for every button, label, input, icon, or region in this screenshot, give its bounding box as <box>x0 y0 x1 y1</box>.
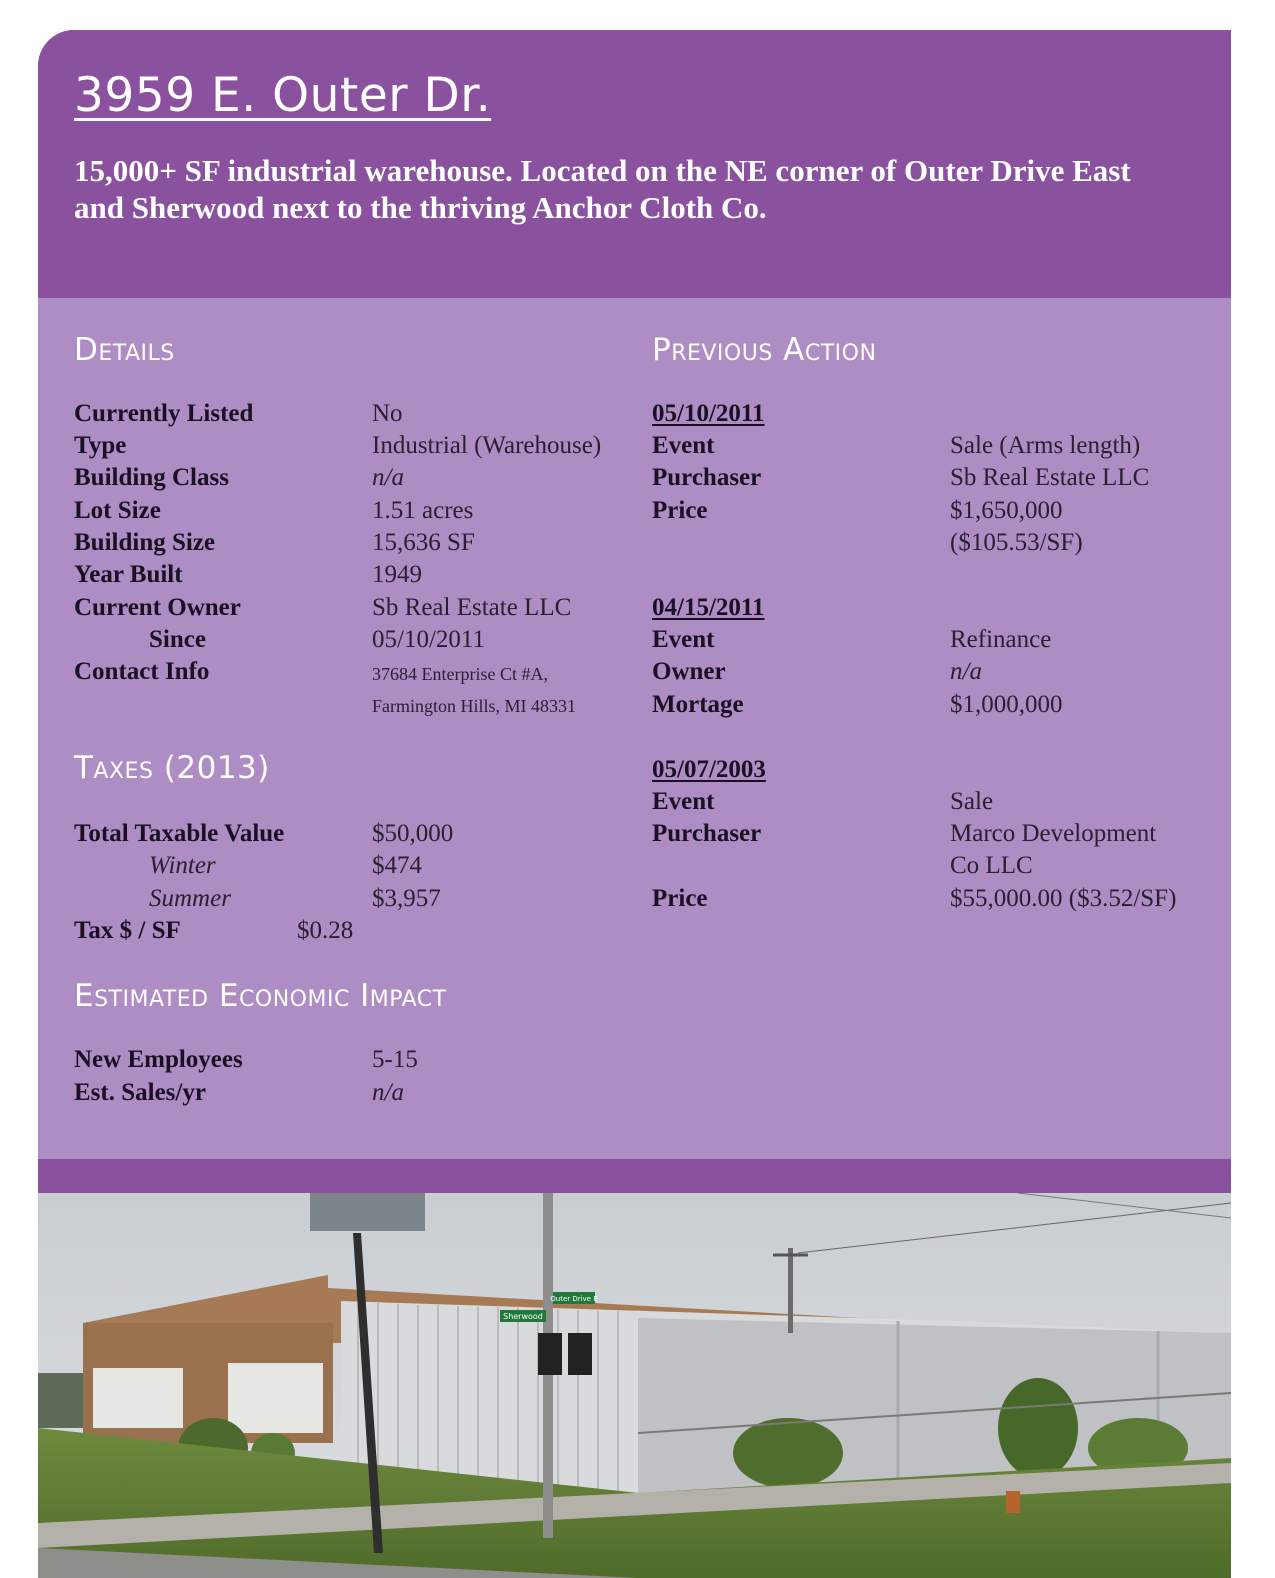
total-taxable-label: Total Taxable Value <box>74 820 285 847</box>
details-value: Industrial (Warehouse) <box>372 432 602 459</box>
details-value: 1949 <box>372 561 422 588</box>
details-label: Year Built <box>74 561 183 588</box>
action-date: 04/15/2011 <box>652 594 765 621</box>
est-sales-value: n/a <box>372 1079 404 1106</box>
property-description: 15,000+ SF industrial warehouse. Located on the NE corner of Outer Drive East and Sherwood next to the thriving Anchor Cloth Co. <box>74 153 1131 225</box>
details-label: Lot Size <box>74 497 161 524</box>
details-label: Contact Info <box>74 658 210 685</box>
est-sales-label: Est. Sales/yr <box>74 1079 206 1106</box>
details-label: Building Size <box>74 529 216 556</box>
summer-label: Summer <box>149 885 231 912</box>
info-panel <box>38 298 1231 1159</box>
action-value: Sale <box>950 788 994 815</box>
winter-label: Winter <box>149 852 216 879</box>
details-value: n/a <box>372 464 404 491</box>
action-value: Sale (Arms length) <box>950 432 1141 459</box>
divider-band <box>38 1159 1231 1193</box>
new-employees-label: New Employees <box>74 1046 243 1073</box>
action-value: Co LLC <box>950 852 1033 879</box>
tax-per-sf-label: Tax $ / SF <box>74 917 181 944</box>
details-label: Building Class <box>74 464 229 491</box>
action-label: Event <box>652 432 715 459</box>
action-value: Sb Real Estate LLC <box>950 464 1150 491</box>
winter-value: $474 <box>372 852 422 879</box>
contact-address-line2: Farmington Hills, MI 48331 <box>372 696 577 716</box>
new-employees-value: 5-15 <box>372 1046 418 1073</box>
action-date: 05/07/2003 <box>652 756 766 783</box>
action-label: Price <box>652 885 708 912</box>
action-value: ($105.53/SF) <box>950 529 1083 556</box>
details-heading: Details <box>74 332 175 368</box>
summer-value: $3,957 <box>372 885 441 912</box>
taxes-heading: Taxes (2013) <box>74 750 270 786</box>
action-value: $1,000,000 <box>950 691 1063 718</box>
action-label: Event <box>652 788 715 815</box>
details-label: Since <box>149 626 206 653</box>
details-label: Current Owner <box>74 594 241 621</box>
street-sign-label: Sherwood <box>503 1312 543 1321</box>
fire-hydrant <box>1006 1491 1020 1513</box>
street-view-image <box>38 1193 1231 1578</box>
tax-per-sf-value: $0.28 <box>297 917 354 944</box>
action-label: Owner <box>652 658 726 685</box>
contact-address-line1: 37684 Enterprise Ct #A, <box>372 664 548 684</box>
traffic-signal <box>538 1333 562 1375</box>
action-label: Mortage <box>652 691 744 718</box>
utility-pole <box>788 1248 793 1333</box>
garage-door <box>93 1368 183 1428</box>
details-label: Currently Listed <box>74 400 254 427</box>
action-value: $1,650,000 <box>950 497 1063 524</box>
action-label: Event <box>652 626 715 653</box>
garage-door <box>228 1363 323 1433</box>
page-title: 3959 E. Outer Dr. <box>74 68 492 123</box>
action-label: Price <box>652 497 708 524</box>
details-label: Type <box>74 432 127 459</box>
street-sign-label: Outer Drive E <box>550 1295 598 1303</box>
traffic-signal <box>568 1333 592 1375</box>
property-photo <box>38 1193 1231 1578</box>
total-taxable-value: $50,000 <box>372 820 454 847</box>
action-value: $55,000.00 ($3.52/SF) <box>950 885 1177 912</box>
action-value: Refinance <box>950 626 1052 653</box>
details-value: No <box>372 400 403 427</box>
impact-heading: Estimated Economic Impact <box>74 978 447 1014</box>
property-card <box>38 30 1231 1578</box>
action-label: Purchaser <box>652 820 762 847</box>
action-label: Purchaser <box>652 464 762 491</box>
header-band <box>38 30 1231 298</box>
details-value: Sb Real Estate LLC <box>372 594 572 621</box>
action-value: n/a <box>950 658 982 685</box>
action-date: 05/10/2011 <box>652 400 765 427</box>
details-value: 1.51 acres <box>372 497 474 524</box>
action-value: Marco Development <box>950 820 1157 847</box>
shrub <box>733 1418 843 1488</box>
details-value: 05/10/2011 <box>372 626 485 653</box>
details-value: 15,636 SF <box>372 529 475 556</box>
previous-action-heading: Previous Action <box>652 332 877 368</box>
billboard <box>310 1193 425 1231</box>
tree <box>998 1378 1078 1478</box>
